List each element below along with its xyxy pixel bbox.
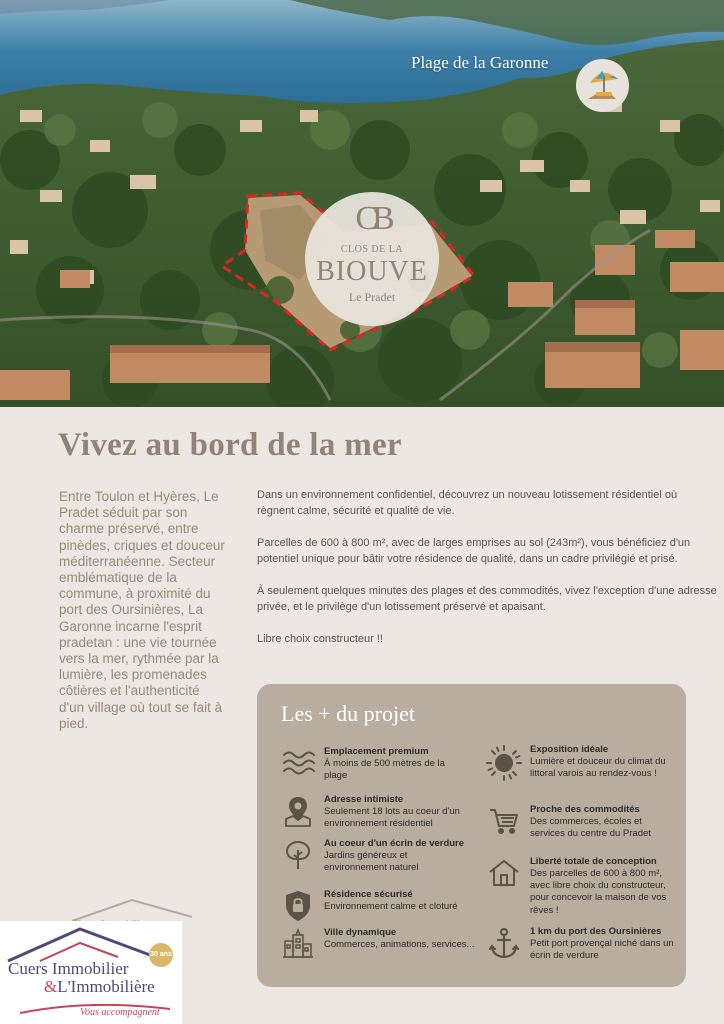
feature-title: Adresse intimiste <box>324 794 404 805</box>
agency-name-line2-text: L'Immobilière <box>57 977 155 996</box>
anniversary-badge: 30 ans <box>149 943 173 967</box>
waves-icon <box>281 746 315 780</box>
city-icon <box>281 927 315 961</box>
logo-line-3: Le Pradet <box>348 290 396 304</box>
feature-title: 1 km du port des Oursinières <box>530 926 662 937</box>
feature-title: Ville dynamique <box>324 927 397 938</box>
shield-lock-icon <box>281 889 315 923</box>
feature-title: Liberté totale de conception <box>530 856 657 867</box>
feature-title: Exposition idéale <box>530 744 609 755</box>
agency-logo <box>0 921 182 1024</box>
project-features-box <box>257 684 686 987</box>
beach-umbrella-icon <box>576 59 629 112</box>
feature-title: Emplacement premium <box>324 746 429 757</box>
feature-desc: Des commerces, écoles et services du centre du Pradet <box>530 816 651 840</box>
feature-desc: Seulement 18 lots au coeur d'un environnement résidentiel <box>324 806 460 830</box>
anchor-icon <box>487 926 521 960</box>
beach-label: Plage de la Garonne <box>411 53 549 72</box>
feature-desc: Des parcelles de 600 à 800 m², avec libre choix du constructeur, pour concevoir la maison de vos rêves ! <box>530 868 667 916</box>
body-paragraph-2: Parcelles de 600 à 800 m², avec de larges emprises au sol (243m²), vous bénéficiez d'un potentiel unique pour bâtir votre résidence de qualité, dans un cadre privilégié et prisé. <box>257 537 691 565</box>
logo-line-1: CLOS DE LA <box>340 244 404 255</box>
sun-icon <box>485 744 523 782</box>
intro-paragraph: Entre Toulon et Hyères, Le Pradet séduit par son charme préservé, entre pinèdes, criques et douceur méditerranéenne. Secteur emblématique de la commune, à proximité du port des Oursinières, La Garonne incarne l'esprit pradetan : une vie tournée vers la mer, rythmée par la lumière, les promenades côtières et l'authenticité d'un village où tout se fait à pied. <box>59 489 225 731</box>
feature-title: Proche des commodités <box>530 804 640 815</box>
feature-desc: Petit port provençal niché dans un écrin de verdure <box>530 938 674 962</box>
body-paragraph-1: Dans un environnement confidentiel, découvrez un nouveau lotissement résidentiel où règnent calme, sécurité et qualité de vie. <box>257 489 678 517</box>
feature-desc: Environnement calme et cloturé <box>324 901 458 912</box>
agency-ampersand: & <box>44 977 58 996</box>
feature-desc: Lumière et douceur du climat du littoral varois au rendez-vous ! <box>530 756 666 780</box>
feature-title: Résidence sécurisé <box>324 889 413 900</box>
feature-title: Au coeur d'un écrin de verdure <box>324 838 465 849</box>
feature-desc: Commerces, animations, services... <box>324 939 475 950</box>
body-paragraph-4: Libre choix constructeur !! <box>257 633 383 645</box>
agency-tagline: Vous accompagnent <box>80 1007 160 1018</box>
shopping-cart-icon <box>487 804 521 838</box>
logo-monogram: CB <box>355 200 389 237</box>
project-logo <box>305 192 439 326</box>
body-text <box>257 487 717 663</box>
agency-name-line1: Cuers Immobilier <box>8 959 129 978</box>
tree-icon <box>281 838 315 872</box>
feature-desc: À moins de 500 mètres de la plage <box>324 758 445 782</box>
agency-name-line2 <box>44 977 155 997</box>
feature-desc: Jardins généreux et environnement naturel <box>324 850 419 874</box>
logo-line-2: BIOUVE <box>316 256 428 287</box>
house-icon <box>487 856 521 890</box>
body-paragraph-3: À seulement quelques minutes des plages et des commodités, vivez l'exception d'une adresse privée, et le privilège d'un lotissement préservé et apaisant. <box>257 585 717 613</box>
project-box-title: Les + du projet <box>281 701 415 726</box>
map-pin-icon <box>281 794 315 828</box>
page-title: Vivez au bord de la mer <box>58 427 402 463</box>
